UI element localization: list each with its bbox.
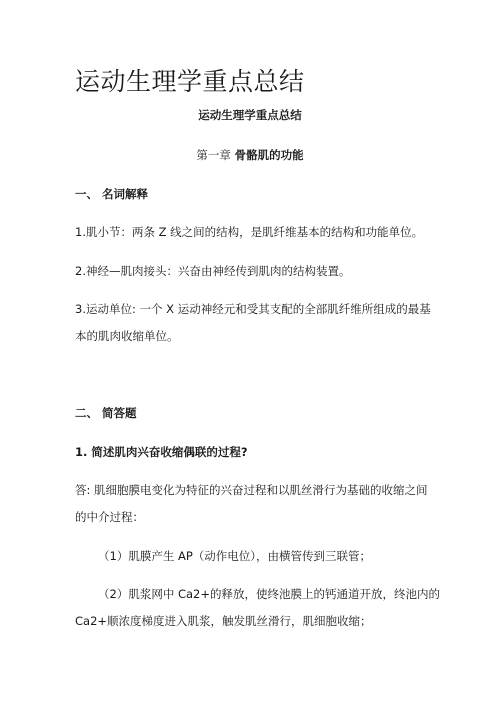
answer-step: （2）肌浆网中 Ca2+的释放，使终池膜上的钙通道开放，终池内的 [98, 587, 440, 601]
subtitle: 运动生理学重点总结 [198, 108, 302, 122]
section-heading-definitions: 一、 名词解释 [75, 187, 149, 201]
section-heading-short-answer: 二、 简答题 [75, 406, 137, 420]
answer-line: 答: 肌细胞膜电变化为特征的兴奋过程和以肌丝滑行为基础的收缩之间 [75, 483, 428, 497]
definition-item: 2.神经—肌肉接头：兴奋由神经传到肌肉的结构装置。 [75, 264, 351, 278]
definition-item: 3.运动单位: 一个 X 运动神经元和受其支配的全部肌纤维所组成的最基 [75, 302, 431, 316]
chapter-heading [0, 147, 500, 163]
document-title: 运动生理学重点总结 [75, 67, 305, 96]
question: 1. 简述肌肉兴奋收缩偶联的过程? [75, 445, 248, 459]
answer-step-continuation: Ca2+顺浓度梯度进入肌浆，触发肌丝滑行，肌细胞收缩； [75, 614, 372, 628]
chapter-prefix: 第一章 [196, 148, 235, 162]
definition-item-continuation: 本的肌肉收缩单位。 [75, 329, 179, 343]
answer-step: （1）肌膜产生 AP（动作电位），由横管传到三联管； [98, 549, 372, 563]
definition-item: 1.肌小节：两条 Z 线之间的结构，是肌纤维基本的结构和功能单位。 [75, 225, 424, 239]
chapter-name: 骨骼肌的功能 [234, 148, 304, 162]
answer-line: 的中介过程： [75, 510, 144, 524]
